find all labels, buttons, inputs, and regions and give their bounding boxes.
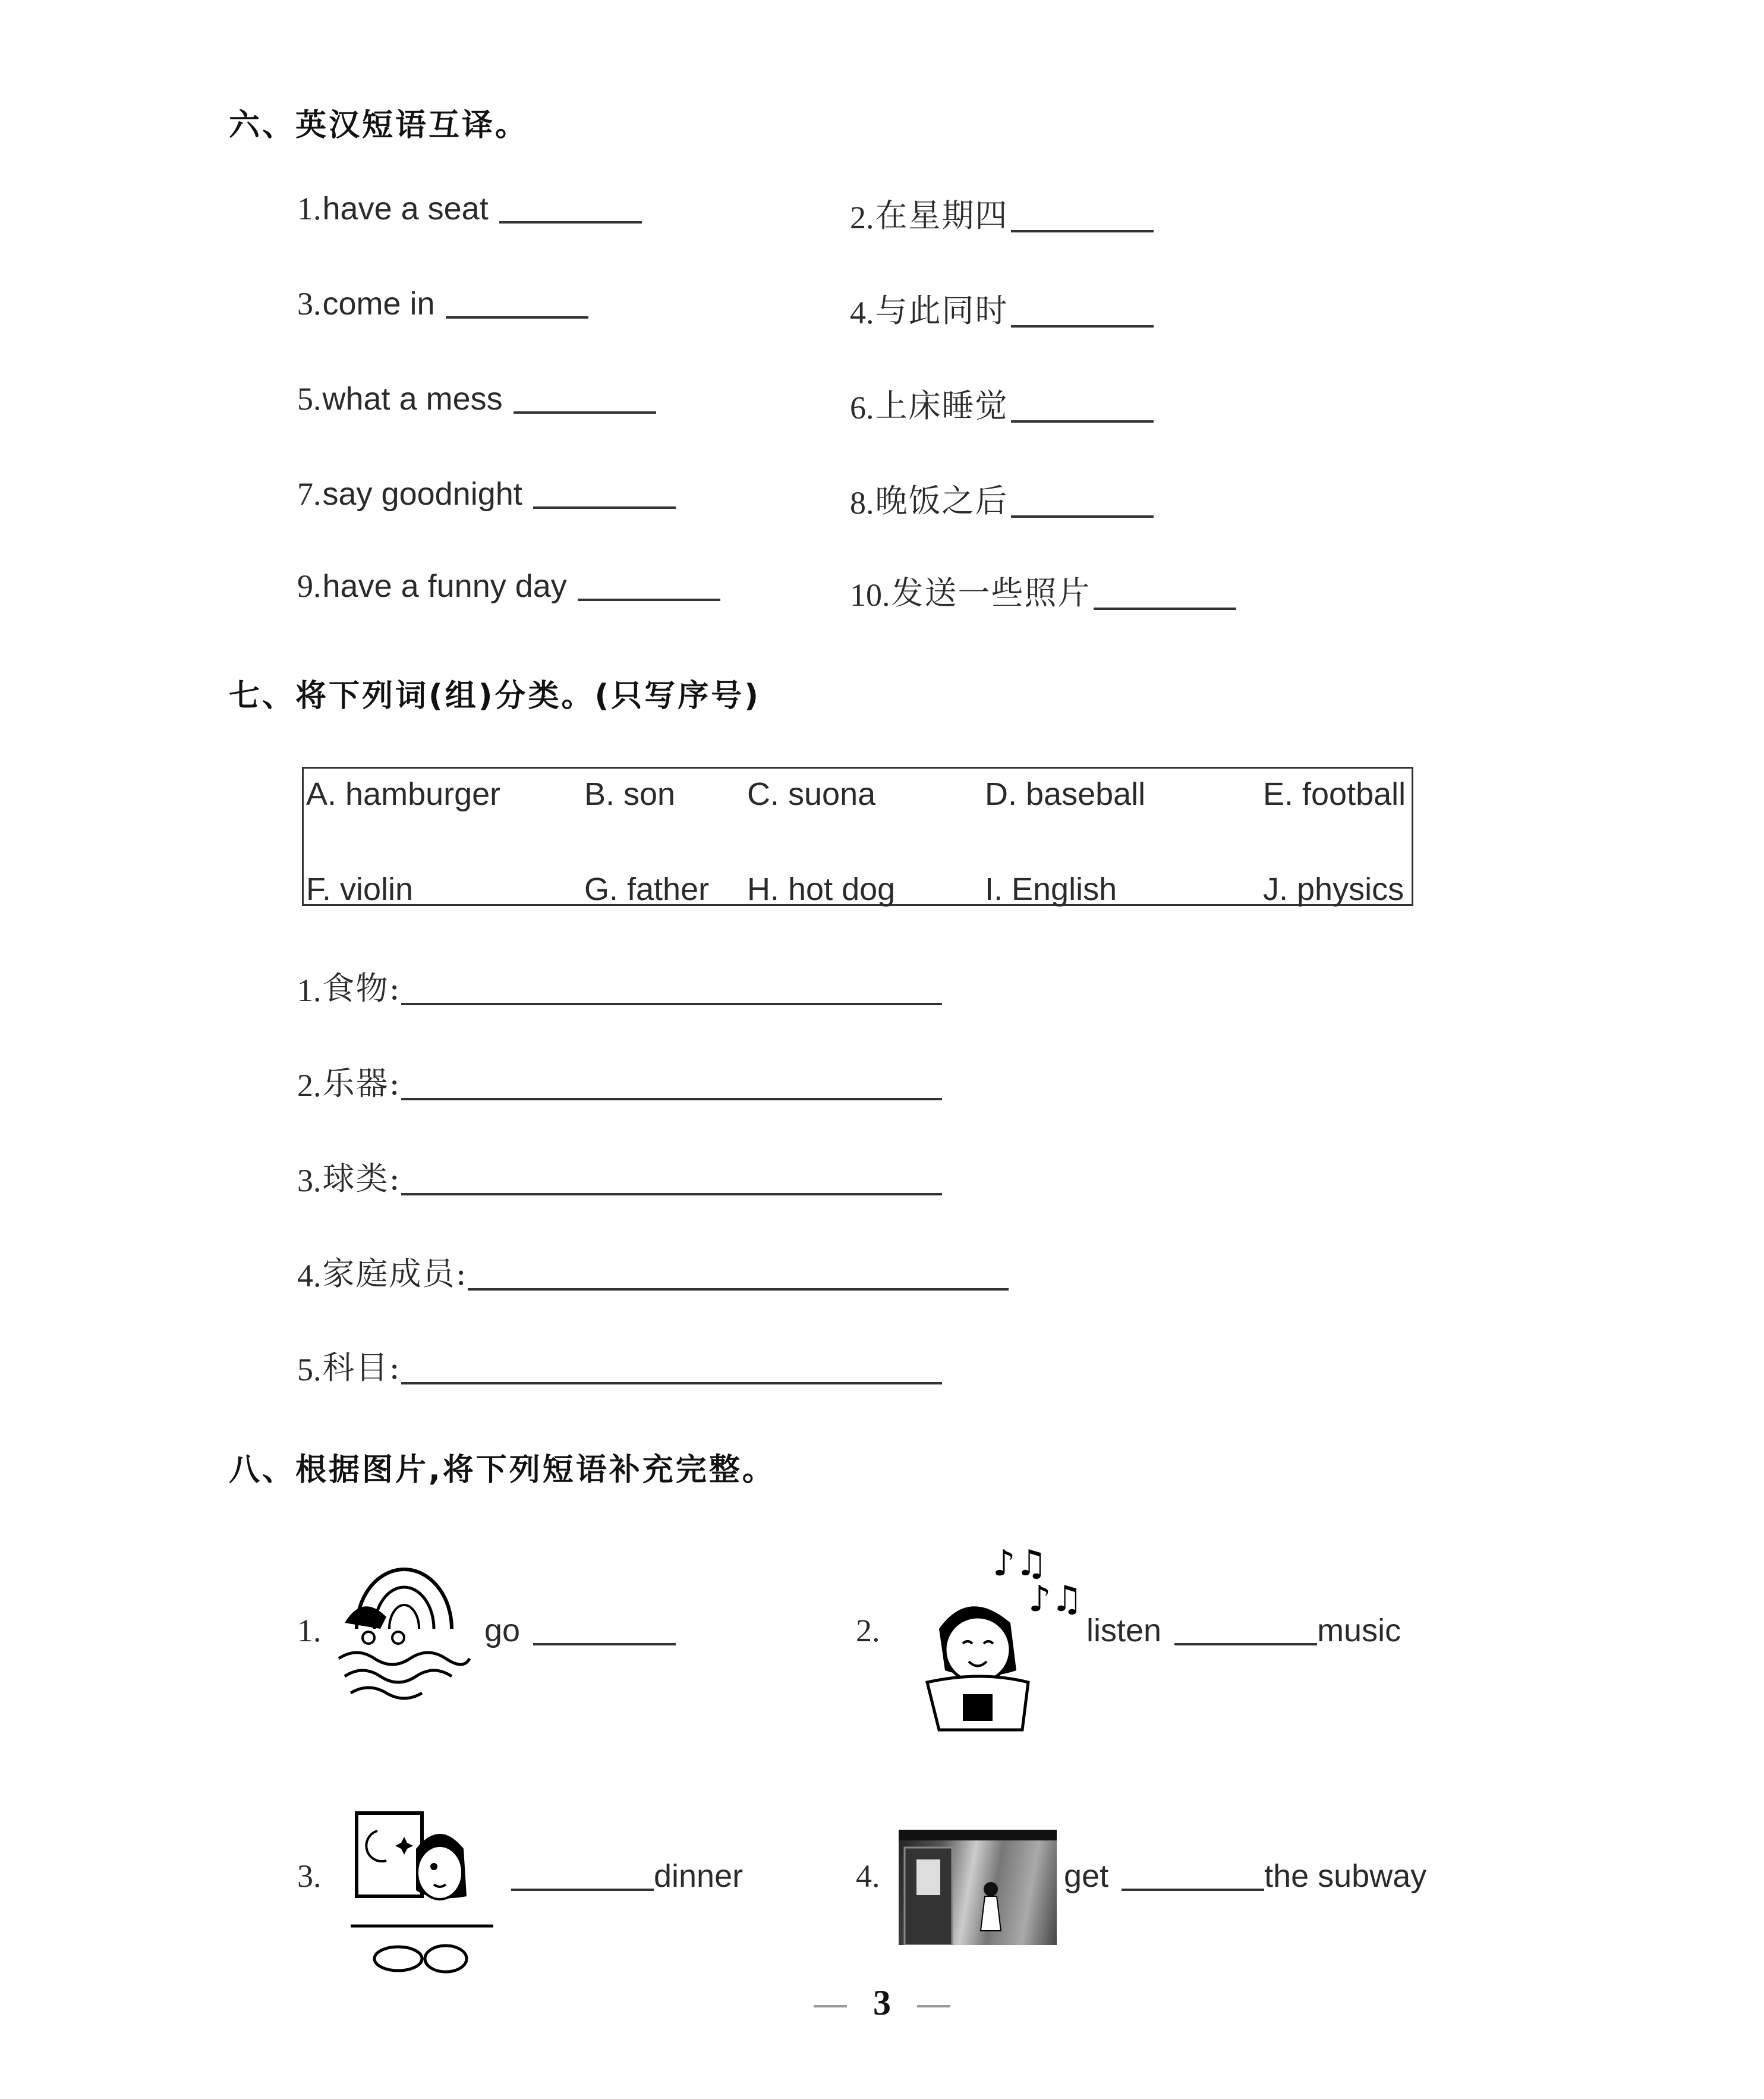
answer-blank[interactable] — [1011, 515, 1154, 518]
subway-photo — [899, 1830, 1057, 1945]
word-option-e: E. football — [1263, 776, 1406, 812]
phrase-before: listen — [1086, 1613, 1162, 1648]
picture-item-3-number: 3. — [297, 1858, 322, 1894]
category-label: 科目: — [322, 1349, 401, 1386]
phrase-after: the subway — [1264, 1858, 1427, 1894]
answer-blank[interactable] — [1094, 608, 1236, 610]
swimming-picture — [333, 1557, 475, 1700]
answer-blank[interactable] — [578, 599, 720, 601]
translation-item-1 — [297, 190, 642, 227]
translation-item-4 — [850, 285, 1154, 331]
word-option-h: H. hot dog — [747, 871, 896, 907]
category-number: 4. — [297, 1258, 322, 1294]
translation-item-9 — [297, 568, 720, 605]
music-listening-icon — [903, 1540, 1088, 1736]
item-number: 8. — [850, 485, 874, 521]
word-bank-box — [302, 767, 1413, 906]
word-option-j: J. physics — [1263, 871, 1404, 907]
item-text: say goodnight — [322, 476, 522, 512]
category-row-instruments — [297, 1058, 942, 1104]
word-option-c: C. suona — [747, 776, 876, 812]
item-number: 3. — [297, 286, 322, 322]
svg-text:♪♫: ♪♫ — [1028, 1578, 1083, 1620]
translation-item-6 — [850, 380, 1154, 426]
answer-blank[interactable] — [468, 1288, 1009, 1291]
item-text: 在星期四 — [875, 197, 1009, 234]
answer-blank[interactable] — [1011, 230, 1154, 232]
category-number: 1. — [297, 973, 322, 1008]
item-text: come in — [322, 286, 435, 322]
footer-dash-left — [814, 2005, 847, 2007]
answer-blank[interactable] — [533, 506, 676, 509]
translation-item-8 — [850, 476, 1154, 521]
swimmer-icon — [333, 1557, 475, 1700]
phrase-after: dinner — [654, 1858, 744, 1894]
item-number: 4. — [850, 295, 874, 331]
girl-eating-dinner-picture — [345, 1795, 505, 1980]
item-text: have a seat — [322, 191, 489, 226]
word-option-a: A. hamburger — [306, 776, 501, 812]
answer-blank[interactable] — [446, 316, 588, 319]
word-option-g: G. father — [584, 871, 710, 907]
item-number: 6. — [850, 390, 874, 426]
category-number: 3. — [297, 1163, 322, 1198]
translation-item-10 — [850, 568, 1236, 613]
picture-item-1-phrase — [484, 1612, 676, 1649]
item-text: 发送一些照片 — [891, 574, 1091, 612]
word-option-i: I. English — [985, 871, 1117, 907]
category-row-food — [297, 963, 942, 1009]
phrase-before: get — [1064, 1858, 1109, 1894]
picture-item-1-number: 1. — [297, 1613, 322, 1648]
category-number: 2. — [297, 1068, 322, 1103]
answer-blank[interactable] — [533, 1643, 676, 1645]
translation-item-5 — [297, 380, 656, 417]
page-footer — [0, 1982, 1764, 2024]
item-number: 1. — [297, 191, 322, 226]
picture-item-3-phrase — [511, 1858, 743, 1895]
girl-listening-music-picture — [903, 1540, 1088, 1736]
answer-blank[interactable] — [401, 1098, 942, 1100]
item-number: 5. — [297, 381, 322, 417]
item-text: 上床睡觉 — [875, 387, 1009, 424]
word-option-b: B. son — [584, 776, 676, 812]
answer-blank[interactable] — [511, 1889, 654, 1891]
phrase-before: go — [484, 1613, 521, 1648]
item-number: 2. — [850, 200, 874, 235]
footer-dash-right — [917, 2005, 950, 2007]
category-label: 家庭成员: — [322, 1255, 468, 1292]
category-row-family — [297, 1248, 1009, 1294]
category-label: 乐器: — [322, 1065, 401, 1102]
subway-train-icon — [899, 1830, 1057, 1945]
answer-blank[interactable] — [514, 411, 656, 414]
item-number: 9. — [297, 568, 322, 604]
item-text: 与此同时 — [875, 292, 1009, 329]
picture-item-4-phrase — [1064, 1858, 1426, 1895]
section-6-heading: 六、英汉短语互译。 — [229, 108, 529, 143]
answer-blank[interactable] — [401, 1382, 942, 1384]
dinner-icon — [345, 1795, 505, 1980]
section-8-heading: 八、根据图片,将下列短语补充完整。 — [229, 1452, 776, 1488]
answer-blank[interactable] — [1122, 1889, 1264, 1891]
answer-blank[interactable] — [499, 221, 642, 224]
item-text: 晚饭之后 — [875, 482, 1009, 520]
word-option-d: D. baseball — [985, 776, 1146, 812]
item-text: what a mess — [322, 381, 503, 417]
picture-item-2-phrase — [1086, 1612, 1401, 1649]
section-7-heading: 七、将下列词(组)分类。(只写序号) — [229, 678, 761, 714]
answer-blank[interactable] — [1174, 1643, 1317, 1645]
svg-text:♪♫: ♪♫ — [993, 1543, 1048, 1584]
answer-blank[interactable] — [401, 1193, 942, 1195]
item-text: have a funny day — [322, 568, 567, 604]
page-number: 3 — [873, 1983, 891, 2022]
picture-item-4-number: 4. — [856, 1858, 880, 1894]
category-label: 食物: — [322, 970, 401, 1007]
answer-blank[interactable] — [1011, 325, 1154, 328]
word-option-f: F. violin — [306, 871, 414, 907]
category-label: 球类: — [322, 1160, 401, 1197]
item-number: 10. — [850, 577, 890, 613]
translation-item-2 — [850, 190, 1154, 236]
category-row-subjects — [297, 1342, 942, 1388]
phrase-after: music — [1317, 1613, 1401, 1648]
category-row-ball-games — [297, 1153, 942, 1199]
translation-item-3 — [297, 285, 588, 322]
answer-blank[interactable] — [1011, 420, 1154, 423]
category-number: 5. — [297, 1352, 322, 1387]
item-number: 7. — [297, 476, 322, 512]
answer-blank[interactable] — [401, 1003, 942, 1005]
picture-item-2-number: 2. — [856, 1613, 880, 1648]
translation-item-7 — [297, 476, 676, 512]
